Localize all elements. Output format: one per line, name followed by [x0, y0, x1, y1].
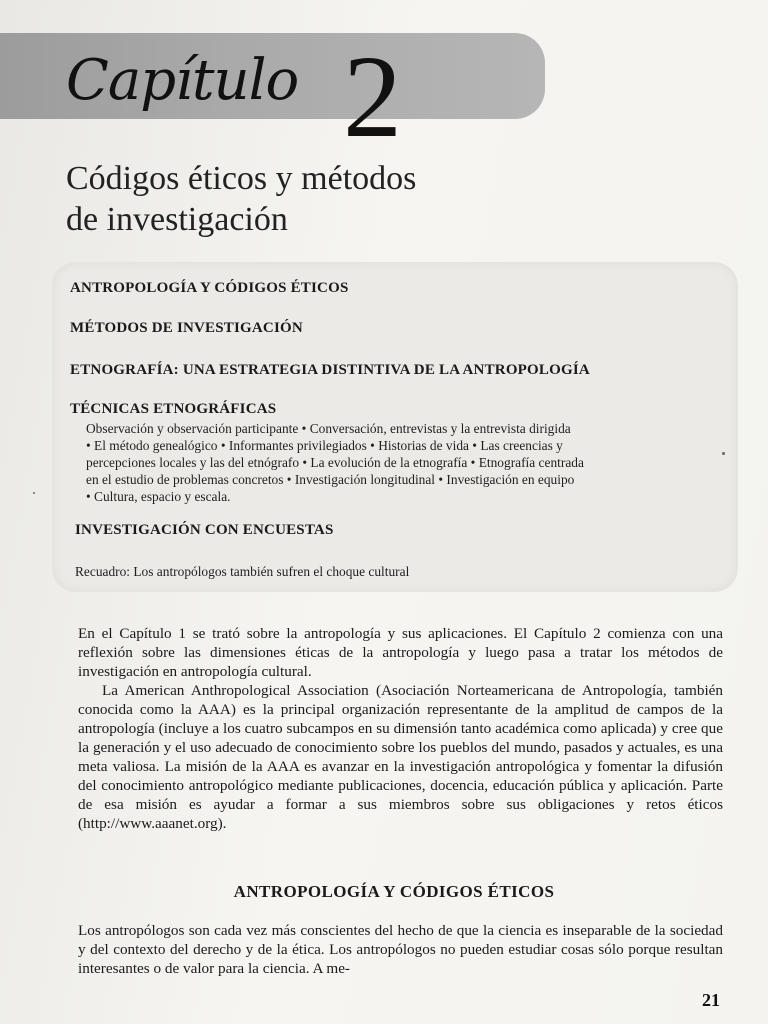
chapter-title-line-1: Códigos éticos y métodos: [66, 160, 417, 197]
outline-heading-surveys: INVESTIGACIÓN CON ENCUESTAS: [75, 522, 334, 538]
chapter-number: 2: [343, 31, 402, 162]
body-paragraph-2: La American Anthropological Association (Asociación Norteamericana de Antropología, también conocida como la AAA) es la principal organización representante de la amplitud de campos de la antropología (incluye a los cuatro subcampos en su dimensión tanto académica como aplicada) y cree que la generación y el uso adecuado de conocimiento sobre los pueblos del mundo, pasados y actuales, es una meta valiosa. La misión de la AAA es avanzar en la investigación antropológica y fomentar la difusión del conocimiento antropológico mediante publicaciones, docencia, educación pública y aplicación. Parte de esa misión es ayudar a formar a sus miembros sobre sus obligaciones y retos éticos (http://www.aaanet.org).: [78, 682, 723, 832]
outline-heading-techniques: TÉCNICAS ETNOGRÁFICAS: [70, 401, 277, 417]
chapter-label: Capítulo: [66, 48, 299, 113]
section-heading: ANTROPOLOGÍA Y CÓDIGOS ÉTICOS: [233, 882, 555, 901]
outline-subtopic-line: percepciones locales y las del etnógrafo • La evolución de la etnografía • Etnografía centrada: [86, 455, 584, 470]
outline-box-note: Recuadro: Los antropólogos también sufren el choque cultural: [75, 564, 410, 579]
outline-subtopic-line: • Cultura, espacio y escala.: [86, 489, 231, 504]
chapter-title-line-2: de investigación: [66, 201, 288, 238]
outline-subtopic-line: Observación y observación participante • Conversación, entrevistas y la entrevista dirigida: [86, 421, 571, 436]
body-paragraph-3: Los antropólogos son cada vez más conscientes del hecho de que la ciencia es inseparable de la sociedad y del contexto del derecho y de la ética. Los antropólogos no pueden estudiar cosas sólo porque resultan interesantes o de valor para la ciencia. A me-: [78, 922, 723, 977]
outline-heading-methods: MÉTODOS DE INVESTIGACIÓN: [70, 320, 303, 336]
outline-heading-ethnography: ETNOGRAFÍA: UNA ESTRATEGIA DISTINTIVA DE LA ANTROPOLOGÍA: [70, 362, 590, 378]
paper-speck: [33, 492, 35, 494]
outline-heading-ethics: ANTROPOLOGÍA Y CÓDIGOS ÉTICOS: [70, 280, 349, 296]
outline-subtopic-line: • El método genealógico • Informantes privilegiados • Historias de vida • Las creencias y: [86, 438, 563, 453]
body-paragraph-1: En el Capítulo 1 se trató sobre la antropología y sus aplicaciones. El Capítulo 2 comienza con una reflexión sobre las dimensiones éticas de la antropología y luego pasa a tratar los métodos de investigación en antropología cultural.: [78, 625, 723, 680]
paper-speck: [722, 452, 725, 455]
page-number: 21: [702, 990, 720, 1010]
outline-subtopic-line: en el estudio de problemas concretos • Investigación longitudinal • Investigación en equipo: [86, 472, 575, 487]
chapter-title: [66, 158, 626, 240]
outline-subtopics: [86, 420, 718, 505]
